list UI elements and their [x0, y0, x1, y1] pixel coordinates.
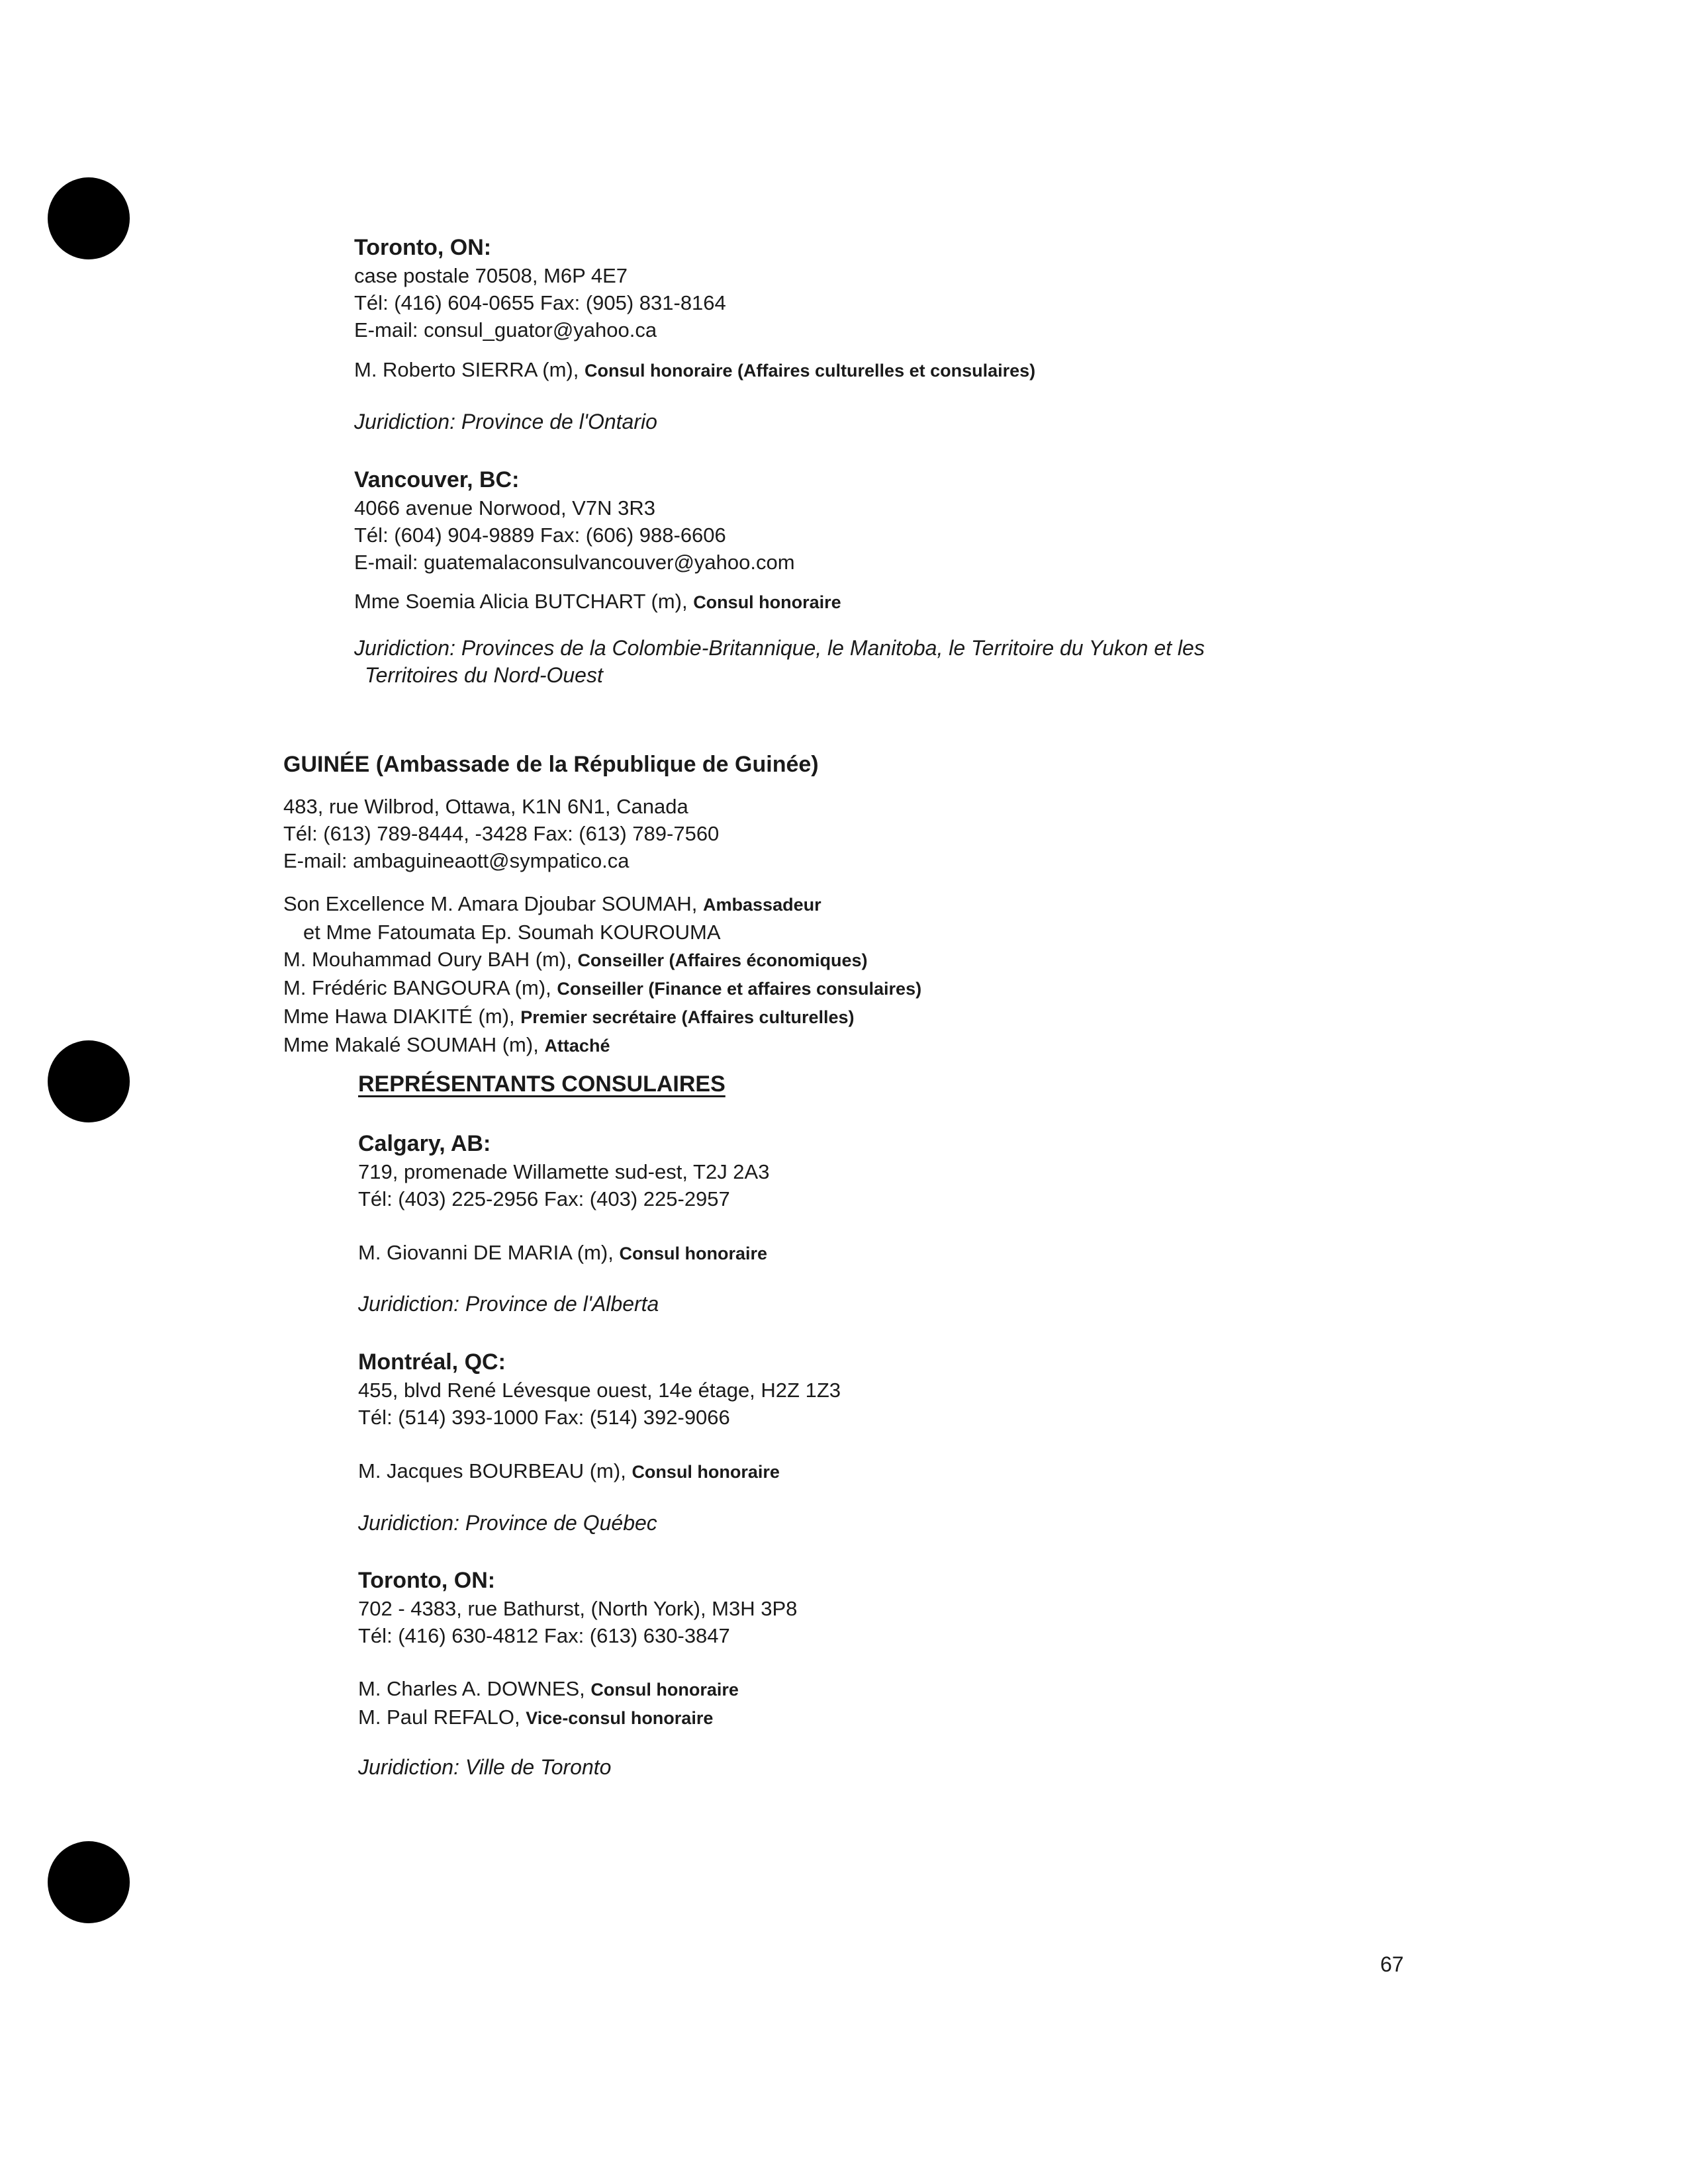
person-role: Consul honoraire [632, 1462, 780, 1482]
punch-hole-middle [48, 1040, 130, 1122]
punch-hole-bottom [48, 1841, 130, 1923]
staff-entry [283, 1003, 921, 1031]
person-line [358, 1457, 780, 1486]
phone-fax: Tél: (403) 225-2956 Fax: (403) 225-2957 [358, 1187, 730, 1210]
staff-entry [283, 890, 921, 919]
city-heading: Montréal, QC: [358, 1349, 506, 1375]
staff-name: M. Mouhammad Oury BAH (m), [283, 948, 572, 971]
jurisdiction-line-2: Territoires du Nord-Ouest [365, 663, 603, 687]
persons-list [358, 1675, 739, 1732]
calgary-consulate-block [358, 1129, 769, 1212]
staff-entry [283, 946, 921, 974]
person-name: M. Giovanni DE MARIA (m), [358, 1241, 614, 1264]
phone-fax: Tél: (613) 789-8444, -3428 Fax: (613) 789-7560 [283, 822, 720, 845]
person-name: M. Jacques BOURBEAU (m), [358, 1459, 626, 1482]
address: 455, blvd René Lévesque ouest, 14e étage, H2Z 1Z3 [358, 1379, 841, 1402]
city-heading: Toronto, ON: [358, 1568, 496, 1593]
toronto-guinee-consulate-block [358, 1566, 797, 1649]
person-role: Vice-consul honoraire [526, 1708, 714, 1728]
staff-name: Son Excellence M. Amara Djoubar SOUMAH, [283, 892, 698, 915]
person-line [358, 1704, 739, 1732]
phone-fax: Tél: (416) 630-4812 Fax: (613) 630-3847 [358, 1624, 730, 1647]
staff-role: Attaché [544, 1036, 610, 1056]
person-name: Mme Soemia Alicia BUTCHART (m), [354, 590, 688, 613]
person-line [354, 356, 1035, 385]
toronto-consulate-block [354, 233, 726, 343]
staff-role: Ambassadeur [703, 895, 821, 915]
address: 4066 avenue Norwood, V7N 3R3 [354, 496, 655, 520]
jurisdiction: Juridiction: Province de l'Alberta [358, 1292, 659, 1316]
person-role: Consul honoraire (Affaires culturelles et consulaires) [584, 361, 1036, 381]
person-name: M. Roberto SIERRA (m), [354, 358, 579, 381]
jurisdiction: Juridiction: Province de l'Ontario [354, 410, 657, 433]
staff-name: et Mme Fatoumata Ep. Soumah KOUROUMA [303, 921, 721, 944]
embassy-staff-list [283, 890, 921, 1060]
person-name: M. Charles A. DOWNES, [358, 1677, 585, 1700]
country-heading: GUINÉE (Ambassade de la République de Guinée) [283, 752, 819, 777]
phone-fax: Tél: (416) 604-0655 Fax: (905) 831-8164 [354, 291, 726, 314]
staff-role: Conseiller (Affaires économiques) [577, 950, 868, 970]
staff-role: Conseiller (Finance et affaires consulaires) [557, 979, 922, 999]
email: E-mail: consul_guator@yahoo.ca [354, 318, 657, 341]
page-number: 67 [1380, 1952, 1404, 1976]
consular-representatives-heading: REPRÉSENTANTS CONSULAIRES [358, 1071, 726, 1097]
city-heading: Vancouver, BC: [354, 467, 520, 492]
jurisdiction: Juridiction: Ville de Toronto [358, 1755, 612, 1779]
jurisdiction: Juridiction: Province de Québec [358, 1511, 657, 1535]
phone-fax: Tél: (604) 904-9889 Fax: (606) 988-6606 [354, 523, 726, 547]
email: E-mail: ambaguineaott@sympatico.ca [283, 849, 630, 872]
person-line [354, 588, 841, 616]
phone-fax: Tél: (514) 393-1000 Fax: (514) 392-9066 [358, 1406, 730, 1429]
punch-hole-top [48, 177, 130, 259]
person-name: M. Paul REFALO, [358, 1706, 520, 1729]
person-line [358, 1675, 739, 1704]
person-role: Consul honoraire [693, 592, 841, 612]
address: case postale 70508, M6P 4E7 [354, 264, 628, 287]
city-heading: Calgary, AB: [358, 1131, 491, 1156]
person-role: Consul honoraire [619, 1244, 767, 1263]
staff-name: M. Frédéric BANGOURA (m), [283, 976, 551, 999]
person-line [358, 1239, 767, 1267]
montreal-consulate-block [358, 1347, 841, 1431]
jurisdiction-line-1: Juridiction: Provinces de la Colombie-Britannique, le Manitoba, le Territoire du Yukon et les [354, 636, 1205, 660]
staff-entry [283, 1031, 921, 1060]
staff-name: Mme Makalé SOUMAH (m), [283, 1033, 539, 1056]
staff-entry [283, 974, 921, 1003]
embassy-contact [283, 793, 719, 874]
city-heading: Toronto, ON: [354, 235, 492, 260]
staff-role: Premier secrétaire (Affaires culturelles) [520, 1007, 855, 1027]
address: 719, promenade Willamette sud-est, T2J 2A3 [358, 1160, 770, 1183]
vancouver-consulate-block [354, 465, 795, 576]
person-role: Consul honoraire [590, 1680, 739, 1700]
staff-name: Mme Hawa DIAKITÉ (m), [283, 1005, 515, 1028]
address: 702 - 4383, rue Bathurst, (North York), M3H 3P8 [358, 1597, 798, 1620]
address: 483, rue Wilbrod, Ottawa, K1N 6N1, Canada [283, 795, 688, 818]
email: E-mail: guatemalaconsulvancouver@yahoo.com [354, 551, 795, 574]
jurisdiction [354, 635, 1205, 689]
staff-entry [283, 919, 921, 946]
